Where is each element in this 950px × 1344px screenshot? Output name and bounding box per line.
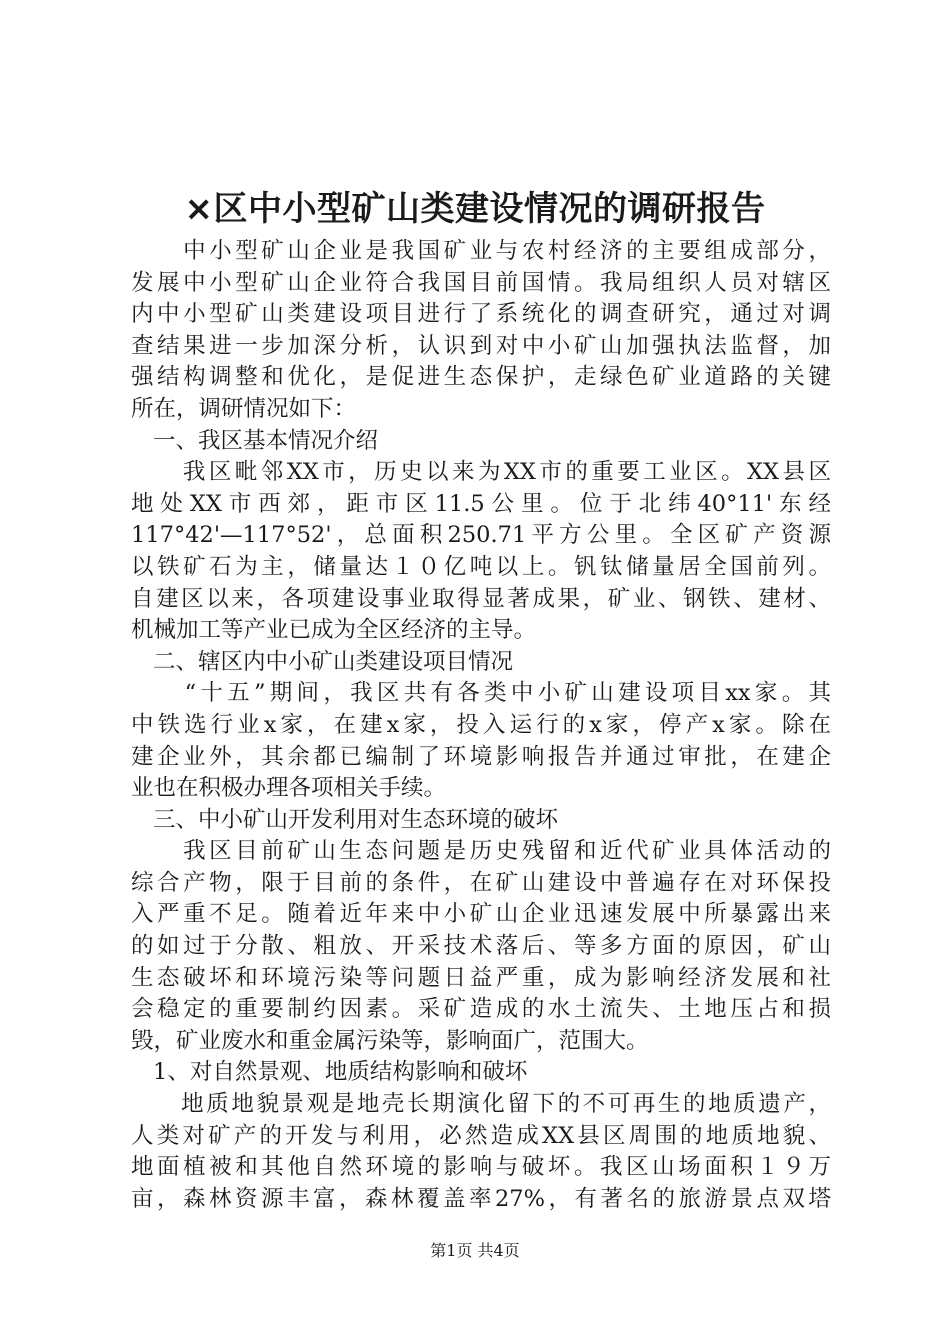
body-line: 人类对矿产的开发与利用，必然造成XX县区周围的地质地貌、 <box>131 1122 831 1149</box>
page-indicator: 第1页 共4页 <box>430 1241 520 1260</box>
body-line: 中铁选行业x家，在建x家，投入运行的x家，停产x家。除在 <box>131 711 831 738</box>
body-line: 机械加工等产业已成为全区经济的主导。 <box>131 617 537 644</box>
body-line: 地面植被和其他自然环境的影响与破坏。我区山场面积１９万 <box>131 1154 831 1181</box>
body-line: 的如过于分散、粗放、开采技术落后、等多方面的原因，矿山 <box>131 933 831 960</box>
body-line: 生态破坏和环境污染等问题日益严重，成为影响经济发展和社 <box>131 964 831 991</box>
section-heading: 一、我区基本情况介绍 <box>153 427 379 454</box>
document-title: ×区中小型矿山类建设情况的调研报告 <box>184 189 766 229</box>
body-line: 入严重不足。随着近年来中小矿山企业迅速发展中所暴露出来 <box>131 901 831 928</box>
body-line: 我区目前矿山生态问题是历史残留和近代矿业具体活动的 <box>131 838 831 865</box>
body-line: 毁，矿业废水和重金属污染等，影响面广，范围大。 <box>131 1027 649 1054</box>
body-line: 地处XX市西郊，距市区11.5公里。位于北纬40°11'东经 <box>131 490 831 517</box>
body-line: 所在，调研情况如下： <box>131 395 357 422</box>
body-line: 亩，森林资源丰富，森林覆盖率27%，有著名的旅游景点双塔 <box>131 1185 831 1212</box>
section-heading: 1、对自然景观、地质结构影响和破坏 <box>153 1059 528 1086</box>
body-line: 综合产物，限于目前的条件，在矿山建设中普遍存在对环保投 <box>131 869 831 896</box>
body-line: “十五”期间，我区共有各类中小矿山建设项目xx家。其 <box>131 680 831 707</box>
body-line: 发展中小型矿山企业符合我国目前国情。我局组织人员对辖区 <box>131 269 831 296</box>
body-line: 会稳定的重要制约因素。采矿造成的水土流失、土地压占和损 <box>131 996 831 1023</box>
body-line: 强结构调整和优化，是促进生态保护，走绿色矿业道路的关键 <box>131 364 831 391</box>
body-line: 中小型矿山企业是我国矿业与农村经济的主要组成部分， <box>131 238 831 264</box>
body-line: 内中小型矿山类建设项目进行了系统化的调查研究，通过对调 <box>131 301 831 328</box>
section-heading: 二、辖区内中小矿山类建设项目情况 <box>153 648 514 675</box>
section-heading: 三、中小矿山开发利用对生态环境的破坏 <box>153 806 559 833</box>
body-line: 以铁矿石为主，储量达１０亿吨以上。钒钛储量居全国前列。 <box>131 553 831 580</box>
body-line: 117°42'—117°52'，总面积250.71平方公里。全区矿产资源 <box>131 522 831 549</box>
body-line: 地质地貌景观是地壳长期演化留下的不可再生的地质遗产， <box>131 1091 831 1118</box>
body-line: 业也在积极办理各项相关手续。 <box>131 775 447 802</box>
body-line: 自建区以来，各项建设事业取得显著成果，矿业、钢铁、建材、 <box>131 585 831 612</box>
body-line: 建企业外，其余都已编制了环境影响报告并通过审批，在建企 <box>131 743 831 770</box>
body-line: 我区毗邻XX市，历史以来为XX市的重要工业区。XX县区 <box>131 459 831 486</box>
body-line: 查结果进一步加深分析，认识到对中小矿山加强执法监督，加 <box>131 332 831 359</box>
document-body <box>131 236 831 1215</box>
